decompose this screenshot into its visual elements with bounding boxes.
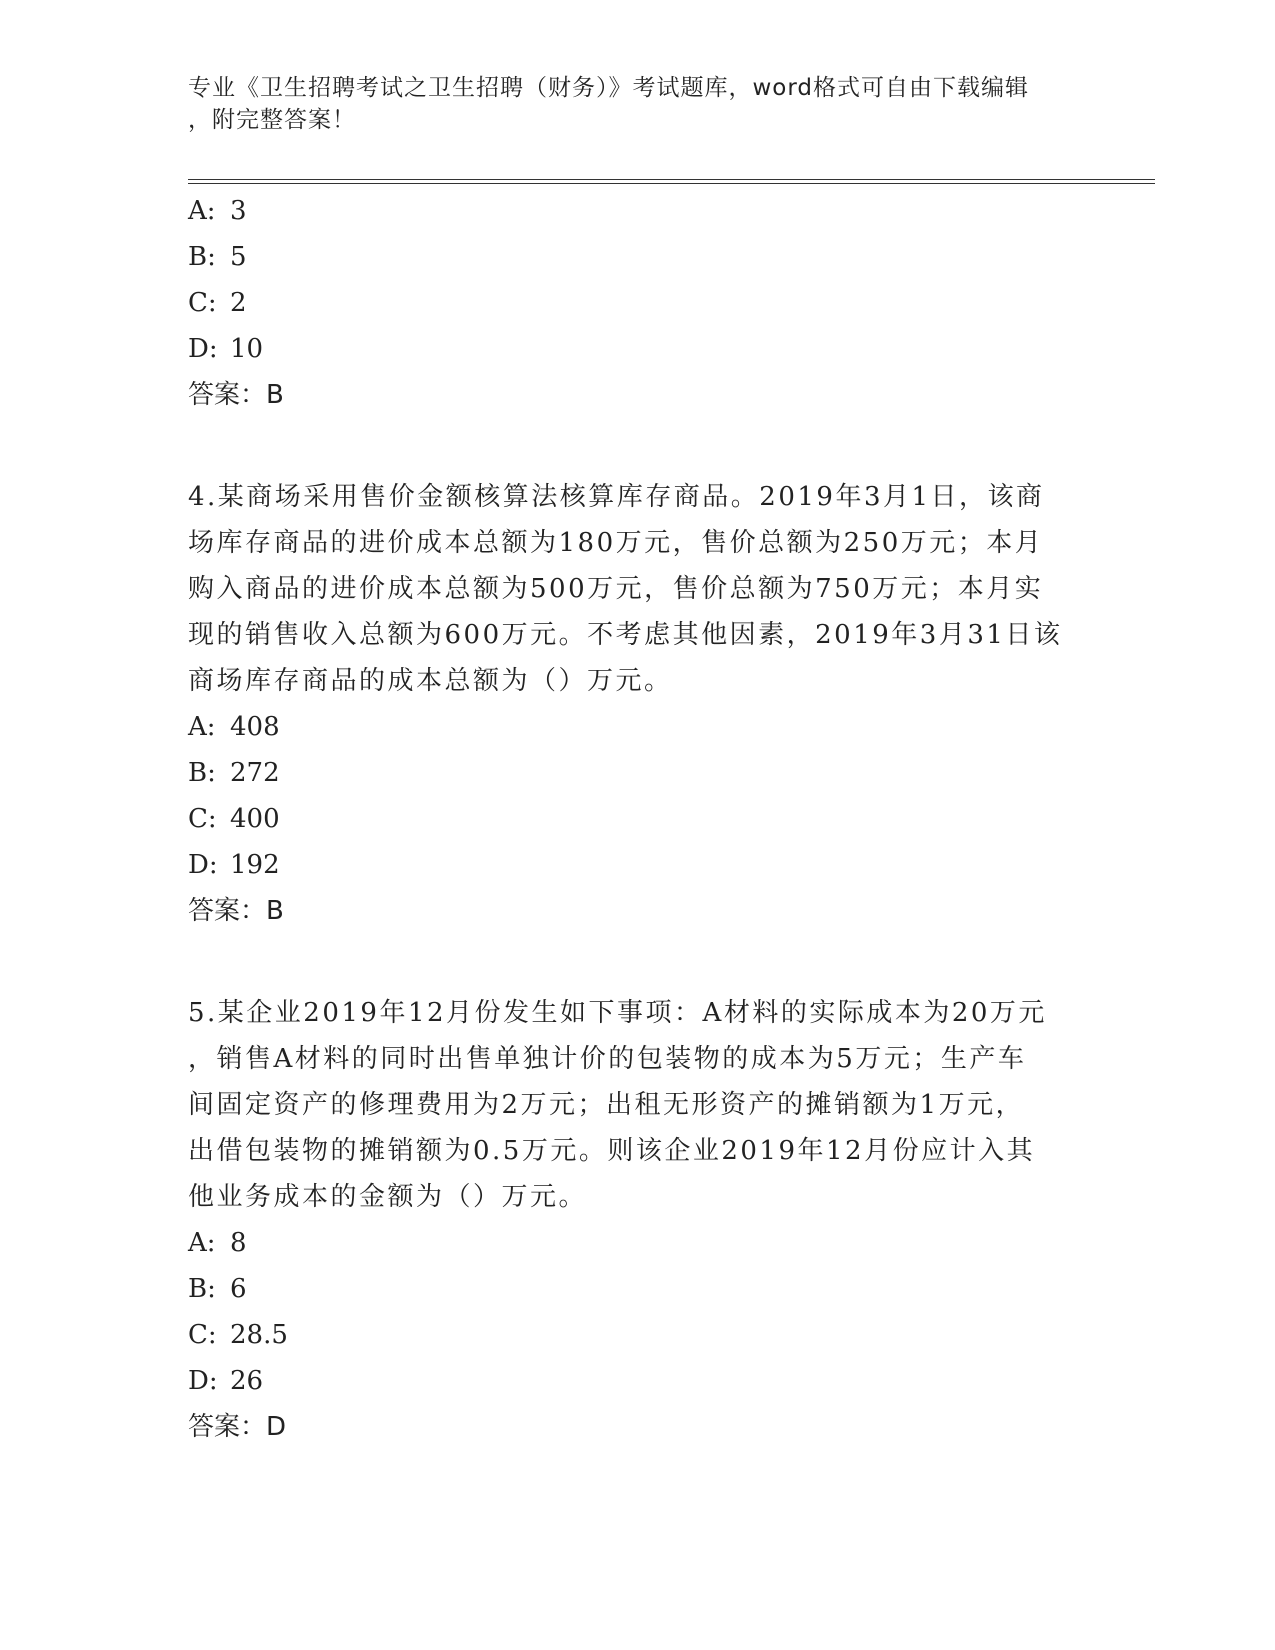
option-value: 408 bbox=[230, 712, 280, 742]
option-c bbox=[188, 796, 1088, 842]
header-divider-bottom bbox=[188, 183, 1155, 184]
option-value: 192 bbox=[230, 850, 280, 880]
answer: 答案：B bbox=[188, 896, 284, 926]
option-d bbox=[188, 1358, 1088, 1404]
option-value: 10 bbox=[230, 334, 264, 364]
option-key: B: bbox=[188, 1274, 216, 1304]
option-a bbox=[188, 1220, 1088, 1266]
option-b bbox=[188, 234, 1088, 280]
option-value: 28.5 bbox=[230, 1320, 288, 1350]
question-text bbox=[188, 990, 1088, 1220]
document-header bbox=[188, 72, 1078, 136]
question-line: 4.某商场采用售价金额核算法核算库存商品。2019年3月1日，该商 bbox=[188, 482, 1045, 512]
question-line: 场库存商品的进价成本总额为180万元，售价总额为250万元；本月 bbox=[188, 528, 1044, 558]
option-key: D: bbox=[188, 850, 218, 880]
option-value: 5 bbox=[230, 242, 247, 272]
header-line-2: ，附完整答案！ bbox=[188, 107, 356, 133]
option-d bbox=[188, 842, 1088, 888]
option-value: 2 bbox=[230, 288, 247, 318]
header-divider-top bbox=[188, 179, 1155, 180]
option-key: A: bbox=[188, 1228, 216, 1258]
question-line: ，销售A材料的同时出售单独计价的包装物的成本为5万元；生产车 bbox=[188, 1044, 1027, 1074]
option-key: A: bbox=[188, 712, 216, 742]
option-key: D: bbox=[188, 1366, 218, 1396]
question-text bbox=[188, 474, 1088, 704]
option-value: 272 bbox=[230, 758, 280, 788]
option-b bbox=[188, 1266, 1088, 1312]
question-list bbox=[188, 188, 1088, 1450]
option-value: 26 bbox=[230, 1366, 264, 1396]
option-value: 8 bbox=[230, 1228, 247, 1258]
question-line: 商场库存商品的成本总额为（）万元。 bbox=[188, 666, 673, 696]
answer: 答案：D bbox=[188, 1412, 287, 1442]
option-key: A: bbox=[188, 196, 216, 226]
option-b bbox=[188, 750, 1088, 796]
question-4 bbox=[188, 474, 1088, 934]
option-c bbox=[188, 1312, 1088, 1358]
option-d bbox=[188, 326, 1088, 372]
answer: 答案：B bbox=[188, 380, 284, 410]
spacer bbox=[188, 418, 1088, 474]
question-line: 他业务成本的金额为（）万元。 bbox=[188, 1182, 588, 1212]
option-key: C: bbox=[188, 804, 217, 834]
question-line: 购入商品的进价成本总额为500万元，售价总额为750万元；本月实 bbox=[188, 574, 1044, 604]
question-line: 间固定资产的修理费用为2万元；出租无形资产的摊销额为1万元， bbox=[188, 1090, 1025, 1120]
question-line: 5.某企业2019年12月份发生如下事项：A材料的实际成本为20万元 bbox=[188, 998, 1047, 1028]
option-key: C: bbox=[188, 288, 217, 318]
option-key: D: bbox=[188, 334, 218, 364]
spacer bbox=[188, 934, 1088, 990]
option-value: 400 bbox=[230, 804, 280, 834]
option-value: 6 bbox=[230, 1274, 247, 1304]
option-a bbox=[188, 704, 1088, 750]
question-5 bbox=[188, 990, 1088, 1450]
option-key: C: bbox=[188, 1320, 217, 1350]
option-key: B: bbox=[188, 758, 216, 788]
question-line: 出借包装物的摊销额为0.5万元。则该企业2019年12月份应计入其 bbox=[188, 1136, 1036, 1166]
question-3 bbox=[188, 188, 1088, 418]
header-line-1: 专业《卫生招聘考试之卫生招聘（财务）》考试题库，word格式可自由下载编辑 bbox=[188, 75, 1030, 101]
option-value: 3 bbox=[230, 196, 247, 226]
option-c bbox=[188, 280, 1088, 326]
option-a bbox=[188, 188, 1088, 234]
option-key: B: bbox=[188, 242, 216, 272]
question-line: 现的销售收入总额为600万元。不考虑其他因素，2019年3月31日该 bbox=[188, 620, 1063, 650]
